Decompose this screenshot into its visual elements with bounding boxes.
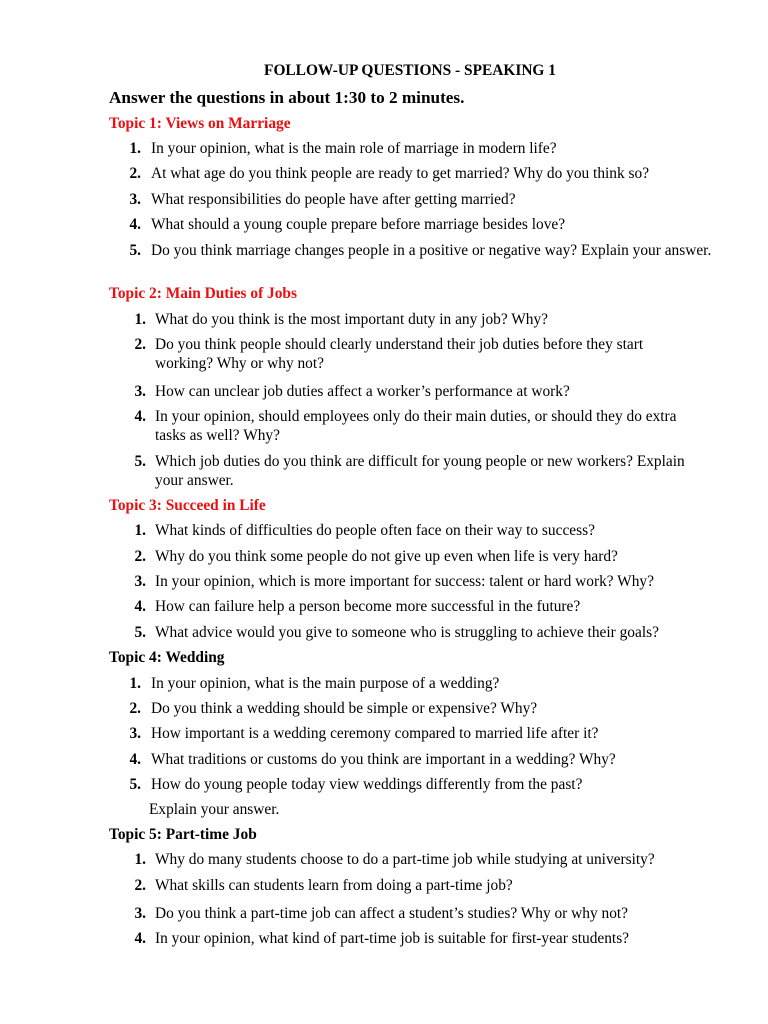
question-text: In your opinion, what kind of part-time job is suitable for first-year students? [155, 930, 630, 947]
instruction: Answer the questions in about 1:30 to 2 minutes. [109, 88, 465, 107]
question-text: Why do many students choose to do a part-time job while studying at university? [155, 851, 655, 868]
question-number: 1. [134, 311, 146, 328]
question-number: 4. [134, 930, 146, 947]
topic-heading: Topic 2: Main Duties of Jobs [109, 285, 297, 302]
question-text: In your opinion, what is the main purpose of a wedding? [151, 675, 500, 692]
question-text: How do young people today view weddings differently from the past? [151, 776, 583, 793]
question-number: 4. [129, 216, 141, 233]
page-title: FOLLOW-UP QUESTIONS - SPEAKING 1 [264, 62, 556, 79]
question-number: 5. [134, 624, 146, 641]
question-text: Do you think marriage changes people in a positive or negative way? Explain your answer. [151, 242, 712, 259]
question-text: How important is a wedding ceremony compared to married life after it? [151, 725, 599, 742]
question-number: 2. [134, 336, 146, 353]
question-number: 4. [134, 408, 146, 425]
question-number: 2. [129, 700, 141, 717]
question-text: What advice would you give to someone who is struggling to achieve their goals? [155, 624, 659, 641]
topic-heading: Topic 5: Part-time Job [109, 826, 257, 843]
question-text: What should a young couple prepare before marriage besides love? [151, 216, 566, 233]
question-number: 4. [129, 751, 141, 768]
question-text: In your opinion, which is more important for success: talent or hard work? Why? [155, 573, 654, 590]
question-text: What responsibilities do people have after getting married? [151, 191, 516, 208]
question-number: 2. [134, 548, 146, 565]
question-text: At what age do you think people are ready to get married? Why do you think so? [151, 165, 650, 182]
question-number: 3. [134, 383, 146, 400]
question-text: How can failure help a person become more successful in the future? [155, 598, 581, 615]
question-number: 1. [134, 522, 146, 539]
question-number: 2. [134, 877, 146, 894]
question-number: 3. [129, 725, 141, 742]
question-text: What skills can students learn from doing a part-time job? [155, 877, 513, 894]
topic-heading: Topic 1: Views on Marriage [109, 115, 291, 132]
question-text: Do you think a part-time job can affect a student’s studies? Why or why not? [155, 905, 629, 922]
question-number: 3. [129, 191, 141, 208]
question-text: What do you think is the most important duty in any job? Why? [155, 311, 548, 328]
question-number: 3. [134, 905, 146, 922]
question-text: Why do you think some people do not give up even when life is very hard? [155, 548, 618, 565]
question-extra: Explain your answer. [149, 801, 280, 818]
question-number: 5. [129, 242, 141, 259]
question-text: Which job duties do you think are difficult for young people or new workers? Explain your answer. [155, 453, 685, 489]
question-number: 1. [134, 851, 146, 868]
question-text: How can unclear job duties affect a worker’s performance at work? [155, 383, 570, 400]
question-text: What kinds of difficulties do people often face on their way to success? [155, 522, 595, 539]
question-number: 1. [129, 140, 141, 157]
question-text: What traditions or customs do you think are important in a wedding? Why? [151, 751, 616, 768]
question-text: Do you think a wedding should be simple or expensive? Why? [151, 700, 538, 717]
question-text: Do you think people should clearly understand their job duties before they start working? Why or why not? [155, 336, 644, 372]
question-number: 5. [129, 776, 141, 793]
question-number: 4. [134, 598, 146, 615]
question-number: 5. [134, 453, 146, 470]
question-text: In your opinion, should employees only do their main duties, or should they do extra tasks as well? Why? [155, 408, 677, 444]
question-text: In your opinion, what is the main role of marriage in modern life? [151, 140, 557, 157]
question-number: 2. [129, 165, 141, 182]
question-number: 1. [129, 675, 141, 692]
topic-heading: Topic 3: Succeed in Life [109, 497, 266, 514]
topic-heading: Topic 4: Wedding [109, 649, 225, 666]
question-number: 3. [134, 573, 146, 590]
